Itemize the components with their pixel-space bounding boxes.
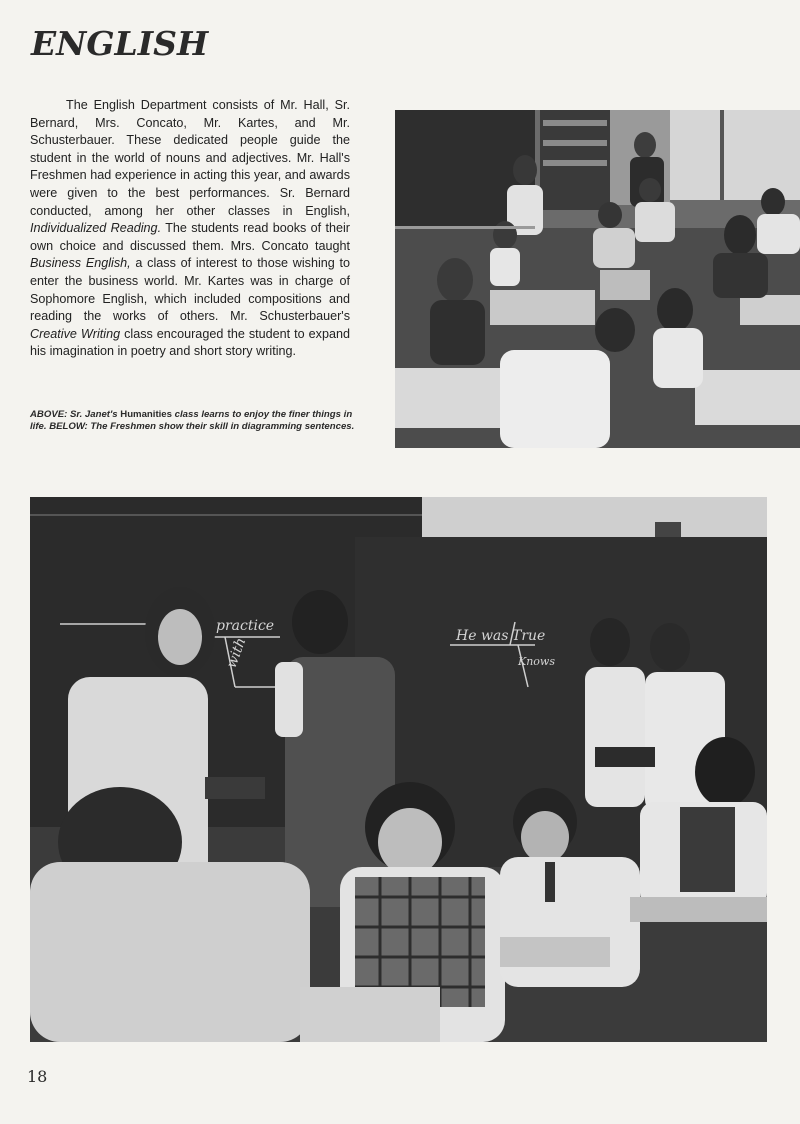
article-text-1: The English Department consists of Mr. Hall, Sr. Bernard, Mrs. Concato, Mr. Kartes, and Mr. Schusterbauer. These dedicated people guide the student in the world of nouns and adjectives. Mr. Hall's Freshmen had experience in acting this year, and awards were given to the best performances. Sr. Bernard conducted, among her other classes in English,: [30, 98, 350, 218]
article-course-creative-writing: Creative Writing: [30, 326, 121, 341]
freshmen-chalkboard-photo: [30, 497, 767, 1042]
article-course-business-english: Business English,: [30, 256, 131, 271]
caption-part-1: ABOVE: Sr. Janet's: [30, 409, 121, 420]
chalk-word-true: True: [512, 628, 546, 644]
chalk-word-knows: Knows: [518, 655, 555, 668]
article-text-2: The students read books of their own choice and discussed them. Mrs. Concato taught: [30, 221, 351, 253]
caption-course-humanities: Humanities: [120, 409, 172, 420]
chalk-word-with: with: [223, 635, 250, 671]
photo-caption: [30, 409, 355, 433]
humanities-class-photo: [395, 110, 800, 448]
article-text-3: a class of interest to those wishing to enter the business world. Mr. Kartes was in charge of Sophomore English, which included compositions and reading the works of others. Mr. Schusterbauer's: [30, 256, 351, 324]
article-course-individualized-reading: Individualized Reading.: [30, 221, 162, 236]
page-number: 18: [27, 1067, 48, 1086]
caption-part-3: class learns to enjoy the finer things in life. BELOW: The Freshmen show their skill in diagramming sentences.: [30, 409, 355, 433]
chalk-word-practice: practice: [216, 618, 275, 634]
page-title: ENGLISH: [31, 24, 209, 63]
article-text-4: class encouraged the student to expand his imagination in poetry and short story writing.: [30, 326, 350, 359]
chalk-word-he-was: He was: [456, 628, 509, 644]
article-body: [30, 97, 350, 361]
